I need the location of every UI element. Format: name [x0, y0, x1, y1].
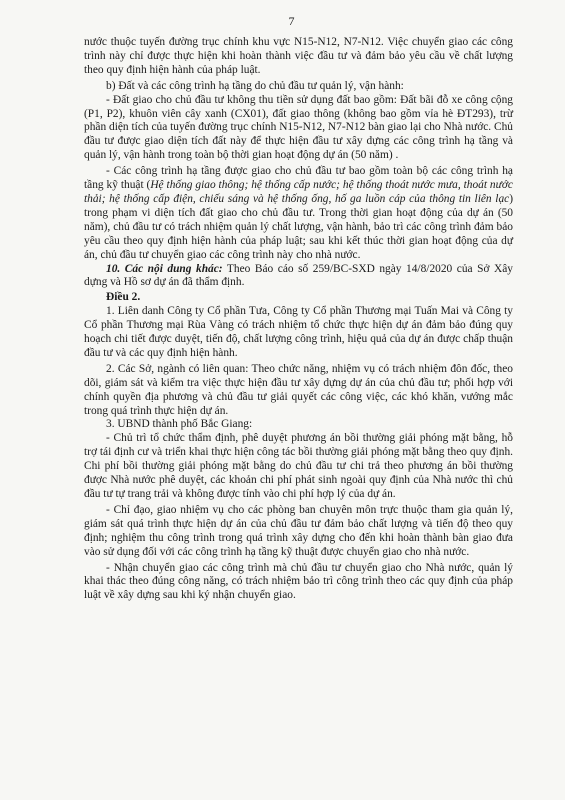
paragraph-investor-responsibility: 1. Liên danh Công ty Cổ phần Tưa, Công ty Cổ phần Thương mại Tuấn Mai và Công ty Cổ phần Thương mại Rùa Vàng có trách nhiệm tổ chức thực hiện dự án đảm bảo đúng quy hoạch chi tiết được duyệt, tiến độ, chất lượng công trình, hiệu quả của dự án được chấp thuận đầu tư và các quy định hiện hành.: [84, 305, 513, 359]
other-content-text: Theo Báo cáo số 259/BC-SXD ngày 14/8/2020 của Sở Xây dựng và Hồ sơ dự án đã thẩm định.: [84, 262, 513, 289]
infrastructure-text-end: ) trong phạm vi diện tích đất giao cho chủ đầu tư. Trong thời gian hoạt động của dự án (50 năm), chủ đầu tư có trách nhiệm quản lý chất lượng, vận hành, bảo trì các công trình đảm bảo yêu cầu theo quy định hiện hành của pháp luật; sau khi kết thúc thời gian hoạt động của dự án, chủ đầu tư chuyển giao các công trình này cho nhà nước.: [84, 192, 513, 261]
paragraph-continuation: nước thuộc tuyến đường trục chính khu vực N15-N12, N7-N12. Việc chuyển giao các công trình này chỉ được thực hiện khi hoàn thành việc đầu tư và đảm bảo yêu cầu về chất lượng theo quy định hiện hành của pháp luật.: [84, 36, 513, 76]
paragraph-departments: 2. Các Sở, ngành có liên quan: Theo chức năng, nhiệm vụ có trách nhiệm đôn đốc, theo dõi, giám sát và kiểm tra việc thực hiện đầu tư xây dựng dự án của chủ đầu tư; phối hợp với chính quyền địa phương và chủ đầu tư giải quyết các công việc, các khó khăn, vướng mắc trong quá trình thực hiện dự án.: [84, 362, 513, 417]
paragraph-handover: - Nhận chuyển giao các công trình mà chủ đầu tư chuyển giao cho Nhà nước, quản lý khai thác theo đúng công năng, có trách nhiệm bảo trì công trình theo các quy định của pháp luật về xây dựng sau khi ký nhận chuyển giao.: [84, 561, 513, 602]
paragraph-city-committee: 3. UBND thành phố Bắc Giang:: [106, 418, 253, 431]
paragraph-other-content: [84, 263, 513, 291]
paragraph-supervision: - Chỉ đạo, giao nhiệm vụ cho các phòng ban chuyên môn trực thuộc tham gia quản lý, giám sát quá trình thực hiện dự án của chủ đầu tư đảm bảo chất lượng và tiến độ theo quy định; nghiệm thu công trình trong quá trình xây dựng cho đến khi hoàn thành bàn giao đưa vào sử dụng đối với các công trình hạ tầng kỹ thuật được chuyển giao cho nhà nước.: [84, 503, 513, 558]
infrastructure-text-start: - Các công trình hạ tầng được giao cho chủ đầu tư bao gồm toàn bộ các công trình hạ tầng kỹ thuật (: [84, 165, 513, 192]
infrastructure-systems-list: Hệ thống giao thông; hệ thống cấp nước; hệ thống thoát nước mưa, thoát nước thải; hệ thống cấp điện, chiếu sáng và hệ thống ống, hố ga luồn cáp của thông tin liên lạc: [84, 179, 513, 205]
paragraph-land-allocation: - Đất giao cho chủ đầu tư không thu tiền sử dụng đất bao gồm: Đất bãi đỗ xe công cộng (P1, P2), khuôn viên cây xanh (CX01), đất giao thông (không bao gồm vỉa hè ĐT293), trừ phần diện tích của tuyến đường trục chính N15-N12, N7-N12 bàn giao lại cho Nhà nước. Chủ đầu tư được giao diện tích đất này để thực hiện đầu tư xây dựng các công trình hạ tầng và quản lý, vận hành trong toàn bộ thời gian hoạt động dự án (50 năm) .: [84, 93, 513, 162]
paragraph-subsection-b: b) Đất và các công trình hạ tầng do chủ đầu tư quản lý, vận hành:: [106, 79, 404, 92]
other-content-heading: 10. Các nội dung khác:: [106, 262, 223, 275]
paragraph-infrastructure: [84, 165, 513, 262]
page-number: 7: [288, 14, 295, 28]
article-2-heading: Điều 2.: [106, 291, 141, 304]
paragraph-compensation: - Chủ trì tổ chức thẩm định, phê duyệt phương án bồi thường giải phóng mặt bằng, hỗ trợ tái định cư và triển khai thực hiện công tác bồi thường giải phóng mặt bằng theo quy định. Chi phí bồi thường giải phóng mặt bằng do chủ đầu tư chi trả theo phương án bồi thường được Nhà nước phê duyệt, các khoản chi phí phát sinh ngoài quy định của Nhà nước thì chủ đầu tư tự trang trải và không được tính vào chi phí hợp lý của dự án.: [84, 432, 513, 500]
